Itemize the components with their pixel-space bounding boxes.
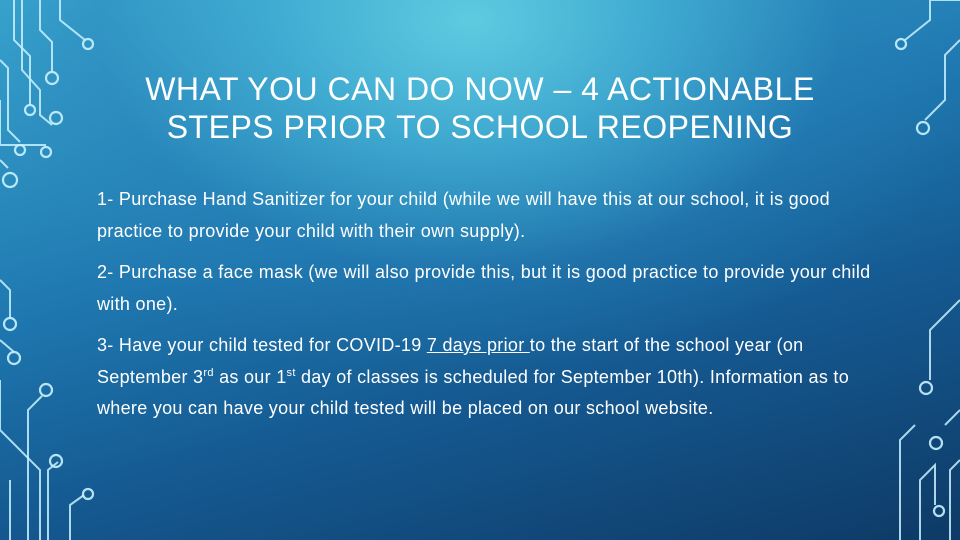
slide-title-line-2: STEPS PRIOR TO SCHOOL REOPENING — [166, 109, 794, 145]
steps-list — [97, 184, 877, 435]
step-1: 1- Purchase Hand Sanitizer for your child (while we will have this at our school, it is good practice to provide your child with their own supply). — [97, 189, 830, 241]
step-3-rest: day of classes is scheduled for September 10th). Information as to where you can have your child tested will be placed on our school website. — [97, 366, 850, 418]
step-3-intro: 3- Have your child tested for COVID-19 — [97, 335, 427, 355]
step-2: 2- Purchase a face mask (we will also provide this, but it is good practice to provide your child with one). — [97, 262, 871, 314]
slide-title-line-1: WHAT YOU CAN DO NOW – 4 ACTIONABLE — [145, 71, 815, 107]
step-3-ordinal-st: st — [286, 366, 296, 379]
step-3-underlined-timing: 7 days prior — [426, 335, 530, 355]
step-3-mid-2: as our 1 — [213, 366, 287, 387]
step-3 — [97, 330, 877, 425]
slide-title — [90, 70, 870, 146]
step-3-ordinal-rd: rd — [203, 366, 214, 379]
step-3-mid-1: to the start of the school year (on September 3 — [97, 335, 804, 387]
